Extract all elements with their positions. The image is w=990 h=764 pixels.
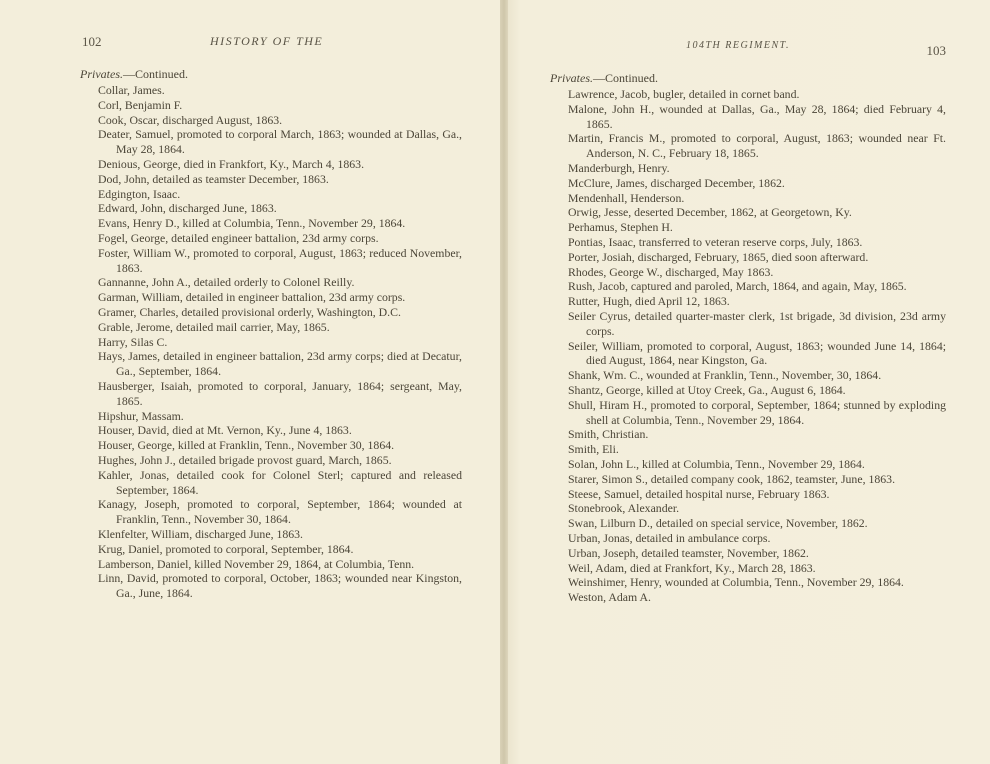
roster-entry: Urban, Jonas, detailed in ambulance corps. [568,530,771,545]
right-section-heading [550,70,946,87]
roster-entry: Deater, Samuel, promoted to corporal March, 1863; wounded at Dallas, Ga., May 28, 1864. [98,127,462,157]
roster-entry: Swan, Lilburn D., detailed on special service, November, 1862. [568,516,868,531]
roster-entry: Houser, David, died at Mt. Vernon, Ky., June 4, 1863. [98,423,352,438]
right-page [502,0,990,764]
roster-entry: Cook, Oscar, discharged August, 1863. [98,112,283,127]
left-section-suffix: —Continued. [123,67,188,81]
right-section-suffix: —Continued. [593,71,658,85]
roster-entry: McClure, James, discharged December, 1862. [568,175,785,190]
left-page-number: 102 [82,34,102,49]
left-section-heading [80,66,462,83]
left-section-label: Privates. [80,67,123,81]
roster-entry: Foster, William W., promoted to corporal, August, 1863; reduced November, 1863. [98,245,462,275]
roster-entry: Edgington, Isaac. [98,186,181,201]
roster-entry: Lawrence, Jacob, bugler, detailed in cornet band. [568,87,800,101]
roster-entry: Stonebrook, Alexander. [568,501,680,516]
roster-entry: Hughes, John J., detailed brigade provost guard, March, 1865. [98,452,392,467]
roster-entry: Manderburgh, Henry. [568,160,670,175]
right-running-head [568,36,946,58]
roster-entry: Solan, John L., killed at Columbia, Tenn., November 29, 1864. [568,456,865,471]
roster-entry: Hausberger, Isaiah, promoted to corporal, January, 1864; sergeant, May, 1865. [98,378,462,408]
right-running-title: 104TH REGIMENT. [686,40,790,51]
roster-entry: Shank, Wm. C., wounded at Franklin, Tenn., November, 30, 1864. [568,368,882,383]
left-entry-list [98,83,462,601]
roster-entry: Corl, Benjamin F. [98,97,183,112]
roster-entry: Starer, Simon S., detailed company cook, 1862, teamster, June, 1863. [568,471,896,486]
roster-entry: Hays, James, detailed in engineer battalion, 23d army corps; died at Decatur, Ga., September, 1864. [98,349,462,379]
roster-entry: Rutter, Hugh, died April 12, 1863. [568,294,730,309]
right-page-number: 103 [926,43,946,58]
roster-entry: Martin, Francis M., promoted to corporal, August, 1863; wounded near Ft. Anderson, N. C., February 18, 1865. [568,131,946,161]
roster-entry: Krug, Daniel, promoted to corporal, September, 1864. [98,541,354,556]
roster-entry: Fogel, George, detailed engineer battalion, 23d army corps. [98,230,379,245]
roster-entry: Harry, Silas C. [98,334,168,349]
roster-entry: Orwig, Jesse, deserted December, 1862, at Georgetown, Ky. [568,205,852,220]
roster-entry: Gannanne, John A., detailed orderly to Colonel Reilly. [98,275,355,290]
roster-entry: Smith, Christian. [568,427,649,442]
roster-entry: Grable, Jerome, detailed mail carrier, May, 1865. [98,319,330,334]
roster-entry: Weil, Adam, died at Frankfort, Ky., March 28, 1863. [568,560,816,575]
roster-entry: Evans, Henry D., killed at Columbia, Tenn., November 29, 1864. [98,216,406,231]
roster-entry: Seiler Cyrus, detailed quarter-master clerk, 1st brigade, 3d division, 23d army corps. [568,308,946,338]
roster-entry: Rhodes, George W., discharged, May 1863. [568,264,774,279]
roster-entry: Klenfelter, William, discharged June, 1863. [98,526,304,541]
roster-entry: Kanagy, Joseph, promoted to corporal, September, 1864; wounded at Franklin, Tenn., November 30, 1864. [98,497,462,527]
roster-entry: Linn, David, promoted to corporal, October, 1863; wounded near Kingston, Ga., June, 1864. [98,571,462,601]
roster-entry: Rush, Jacob, captured and paroled, March, 1864, and again, May, 1865. [568,279,907,294]
roster-entry: Edward, John, discharged June, 1863. [98,201,277,216]
roster-entry: Porter, Josiah, discharged, February, 1865, died soon afterward. [568,249,869,264]
roster-entry: Steese, Samuel, detailed hospital nurse, February 1863. [568,486,830,501]
roster-entry: Houser, George, killed at Franklin, Tenn., November 30, 1864. [98,438,395,453]
right-entry-list [568,87,946,605]
roster-entry: Denious, George, died in Frankfort, Ky., March 4, 1863. [98,156,365,171]
roster-entry: Shantz, George, killed at Utoy Creek, Ga., August 6, 1864. [568,382,846,397]
roster-entry: Perhamus, Stephen H. [568,220,673,235]
roster-entry: Weinshimer, Henry, wounded at Columbia, Tenn., November 29, 1864. [568,575,904,590]
book-gutter [500,0,508,764]
roster-entry: Shull, Hiram H., promoted to corporal, September, 1864; stunned by exploding shell at Columbia, Tenn., November 29, 1864. [568,397,946,427]
left-running-head [82,34,462,52]
roster-entry: Weston, Adam A. [568,590,651,605]
roster-entry: Kahler, Jonas, detailed cook for Colonel Sterl; captured and released September, 1864. [98,467,462,497]
roster-entry: Dod, John, detailed as teamster December, 1863. [98,171,329,186]
roster-entry: Collar, James. [98,83,165,97]
roster-entry: Urban, Joseph, detailed teamster, November, 1862. [568,545,809,560]
roster-entry: Gramer, Charles, detailed provisional orderly, Washington, D.C. [98,304,401,319]
roster-entry: Lamberson, Daniel, killed November 29, 1864, at Columbia, Tenn. [98,556,415,571]
roster-entry: Garman, William, detailed in engineer battalion, 23d army corps. [98,290,406,305]
roster-entry: Mendenhall, Henderson. [568,190,685,205]
roster-entry: Pontias, Isaac, transferred to veteran reserve corps, July, 1863. [568,234,863,249]
roster-entry: Malone, John H., wounded at Dallas, Ga., May 28, 1864; died February 4, 1865. [568,101,946,131]
roster-entry: Smith, Eli. [568,442,619,457]
roster-entry: Seiler, William, promoted to corporal, August, 1863; wounded June 14, 1864; died August, 1864, near Kingston, Ga. [568,338,946,368]
left-running-title: HISTORY OF THE [210,34,324,48]
right-section-label: Privates. [550,71,593,85]
roster-entry: Hipshur, Massam. [98,408,184,423]
